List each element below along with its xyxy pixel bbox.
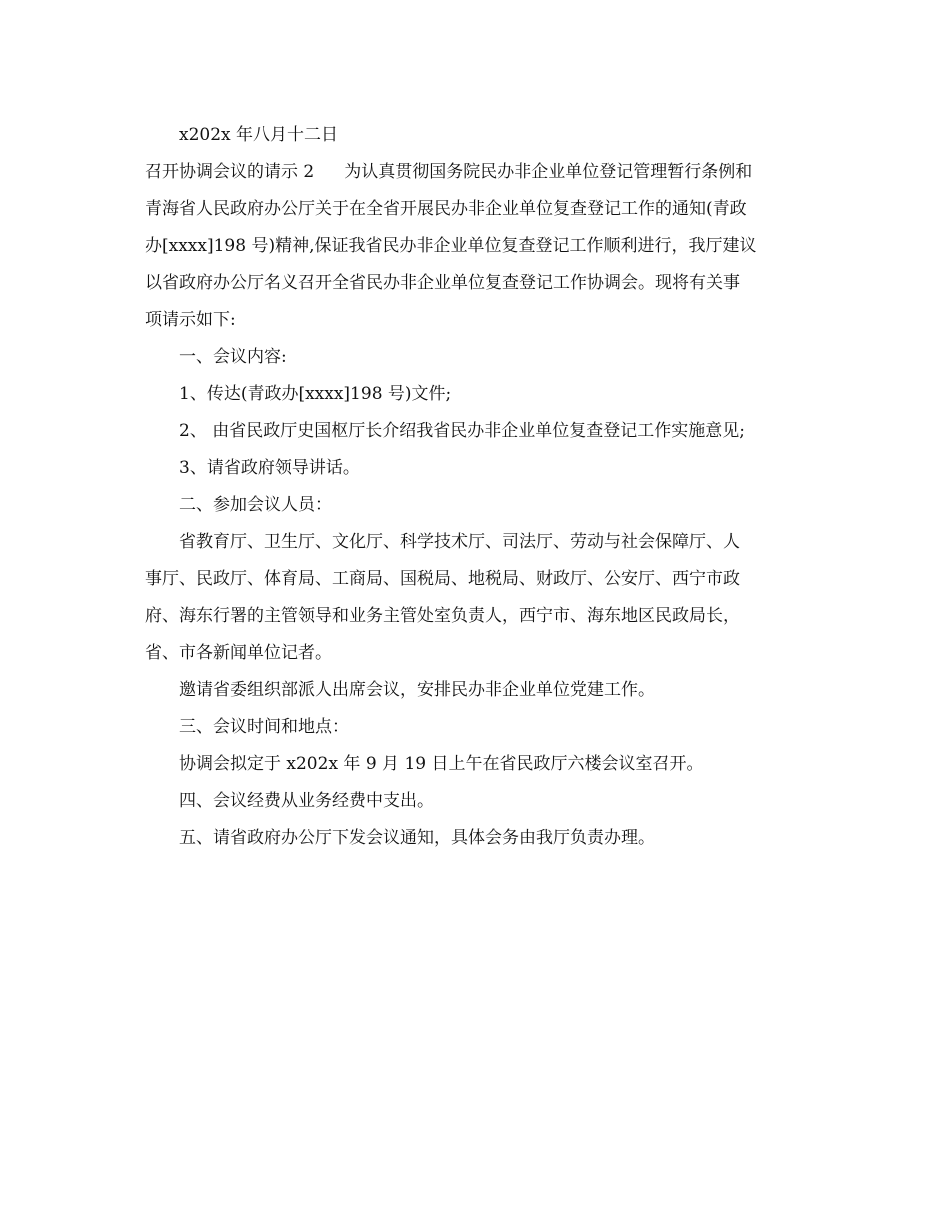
intro-line-1: 为认真贯彻国务院民办非企业单位登记管理暂行条例和 (344, 162, 753, 182)
section-2 (145, 487, 805, 709)
intro-line-4: 以省政府办公厅名义召开全省民办非企业单位复查登记工作协调会。现将有关事 (145, 273, 740, 293)
section-4-text: 四、会议经费从业务经费中支出。 (179, 791, 434, 811)
intro-paragraph (145, 154, 805, 339)
section-2-line-3: 府、海东行署的主管领导和业务主管处室负责人，西宁市、海东地区民政局长， (145, 606, 740, 626)
intro-line-2: 青海省人民政府办公厅关于在全省开展民办非企业单位复查登记工作的通知(青政 (145, 199, 747, 219)
section-3-text: 协调会拟定于 x202x 年 9 月 19 日上午在省民政厅六楼会议室召开。 (179, 754, 704, 774)
intro-line-3: 办[xxxx]198 号)精神,保证我省民办非企业单位复查登记工作顺利进行，我厅建议 (145, 236, 757, 256)
document-body (145, 117, 805, 857)
section-5-text: 五、请省政府办公厅下发会议通知，具体会务由我厅负责办理。 (179, 828, 655, 848)
date-line (145, 117, 805, 154)
section-2-note: 邀请省委组织部派人出席会议，安排民办非企业单位党建工作。 (179, 680, 655, 700)
document-date: x202x 年八月十二日 (179, 125, 339, 145)
section-4 (145, 783, 805, 820)
section-5 (145, 820, 805, 857)
intro-first-line (145, 154, 805, 191)
section-1-item-3: 3、请省政府领导讲话。 (179, 458, 360, 478)
section-3 (145, 709, 805, 783)
section-2-line-2: 事厅、民政厅、体育局、工商局、国税局、地税局、财政厅、公安厅、西宁市政 (145, 569, 740, 589)
intro-line-5: 项请示如下: (145, 310, 236, 330)
section-3-heading: 三、会议时间和地点： (179, 717, 349, 737)
section-1-item-1: 1、传达(青政办[xxxx]198 号)文件; (179, 384, 452, 404)
section-2-line-4: 省、市各新闻单位记者。 (145, 643, 332, 663)
section-1-item-2: 2、 由省民政厅史国枢厅长介绍我省民办非企业单位复查登记工作实施意见; (179, 421, 745, 441)
section-1 (145, 339, 805, 487)
section-2-line-1: 省教育厅、卫生厅、文化厅、科学技术厅、司法厅、劳动与社会保障厅、人 (179, 532, 740, 552)
intro-title: 召开协调会议的请示 2 (145, 162, 315, 182)
section-1-heading: 一、会议内容: (179, 347, 287, 367)
section-2-heading: 二、参加会议人员： (179, 495, 332, 515)
